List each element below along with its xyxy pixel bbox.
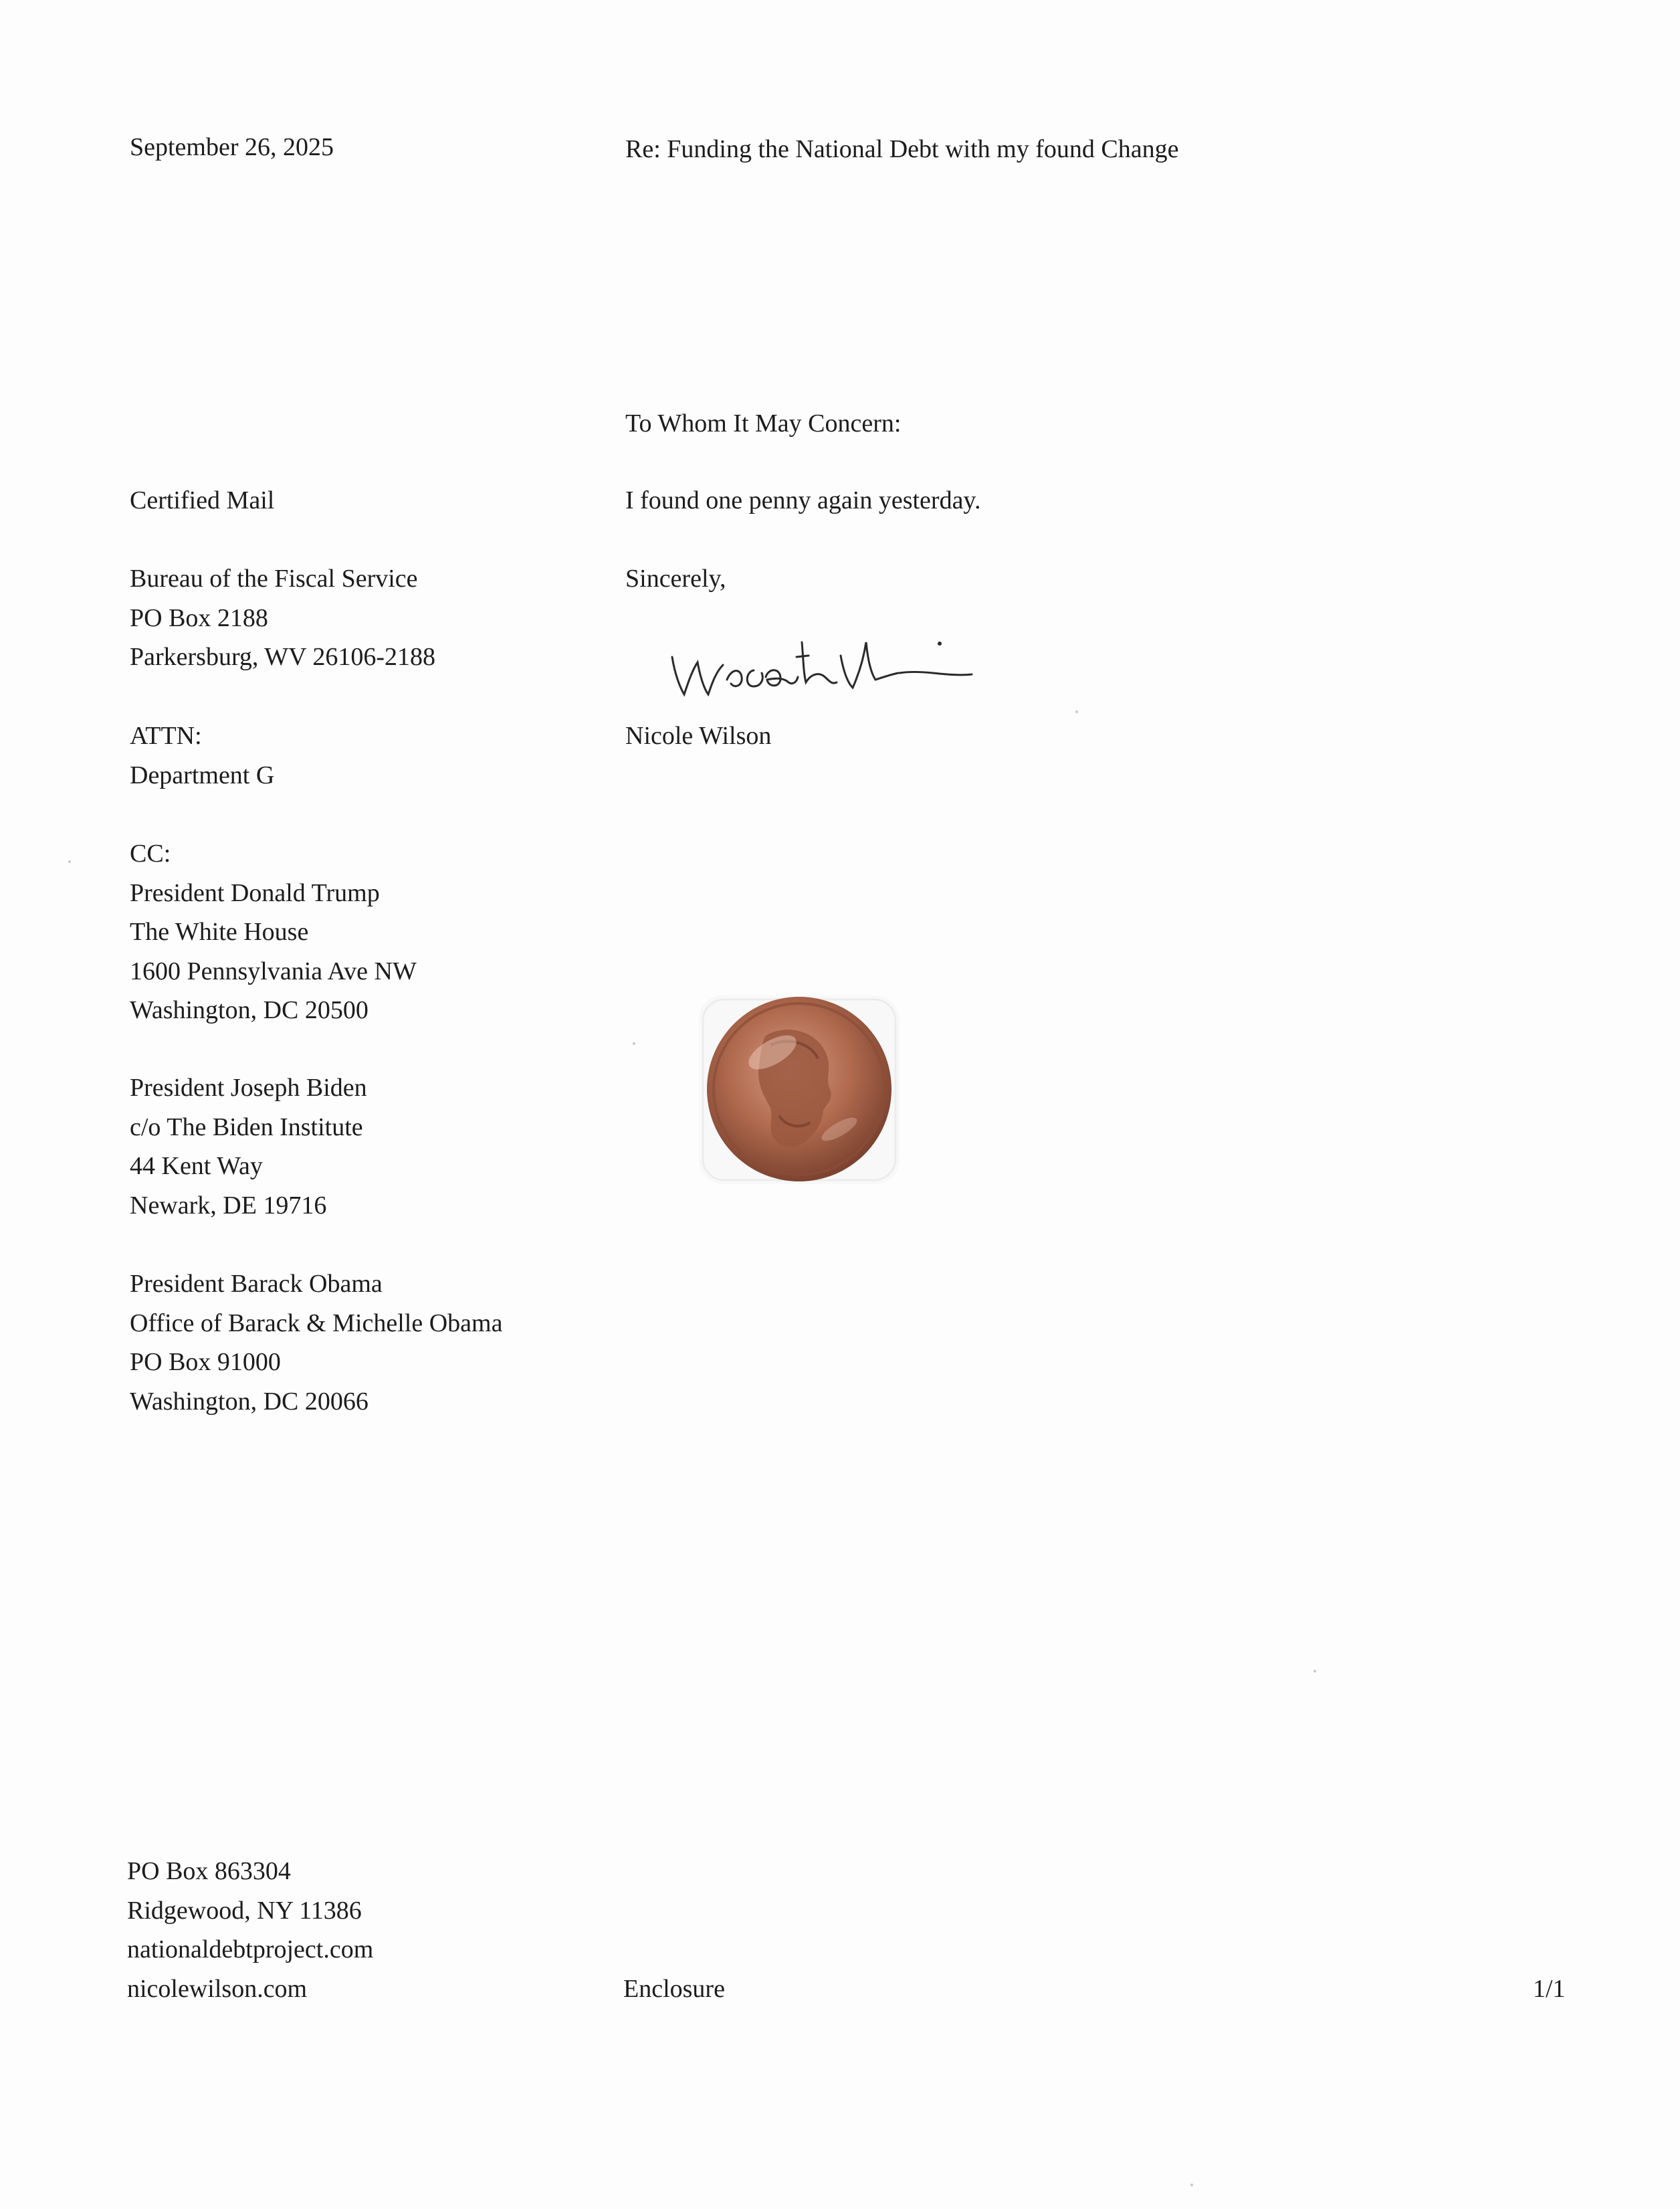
closing: Sincerely, — [625, 565, 726, 593]
cc-line: PO Box 91000 — [130, 1348, 281, 1376]
sender-address — [127, 1852, 373, 2008]
cc-line: Washington, DC 20500 — [130, 996, 369, 1024]
attn-department: Department G — [130, 761, 275, 789]
cc-line: 1600 Pennsylvania Ave NW — [130, 957, 417, 985]
address-line: PO Box 2188 — [130, 603, 268, 632]
cc-line: President Joseph Biden — [130, 1074, 367, 1102]
cc-line: Office of Barack & Michelle Obama — [130, 1309, 503, 1337]
signature-image — [665, 615, 986, 709]
attn-label: ATTN: — [130, 722, 202, 750]
scan-speck — [68, 860, 71, 863]
address-line: Parkersburg, WV 26106-2188 — [130, 643, 436, 671]
cc-line: c/o The Biden Institute — [130, 1113, 363, 1141]
penny-coin — [699, 989, 900, 1189]
scan-speck — [1314, 1670, 1316, 1672]
sender-line: PO Box 863304 — [127, 1857, 291, 1885]
cc-line: President Barack Obama — [130, 1270, 383, 1298]
cc-label: CC: — [130, 840, 171, 868]
attention-block — [130, 716, 274, 795]
sender-line: Ridgewood, NY 11386 — [127, 1896, 362, 1925]
cc-line: The White House — [130, 918, 309, 946]
letter-body: I found one penny again yesterday. — [625, 486, 981, 514]
salutation: To Whom It May Concern: — [625, 409, 902, 438]
mailing-method: Certified Mail — [130, 486, 275, 514]
letter-subject: Re: Funding the National Debt with my found Change — [625, 135, 1179, 163]
letter-date: September 26, 2025 — [130, 133, 334, 161]
sender-website: nicolewilson.com — [127, 1974, 308, 2003]
scan-speck — [1075, 710, 1078, 713]
recipient-address — [130, 559, 435, 677]
scan-speck — [633, 1042, 635, 1045]
enclosure-label: Enclosure — [623, 1975, 725, 2003]
cc-line: President Donald Trump — [130, 878, 380, 907]
signer-name: Nicole Wilson — [625, 722, 772, 750]
cc-line: Newark, DE 19716 — [130, 1191, 327, 1220]
address-line: Bureau of the Fiscal Service — [130, 565, 418, 593]
sender-website: nationaldebtproject.com — [127, 1935, 374, 1963]
cc-recipient-biden — [130, 1068, 367, 1225]
cc-line: Washington, DC 20066 — [130, 1387, 369, 1416]
page-number: 1/1 — [1533, 1975, 1566, 2003]
scan-speck — [1190, 2184, 1193, 2186]
cc-recipient-obama — [130, 1264, 502, 1421]
cc-block — [130, 834, 417, 1030]
cc-line: 44 Kent Way — [130, 1152, 263, 1180]
